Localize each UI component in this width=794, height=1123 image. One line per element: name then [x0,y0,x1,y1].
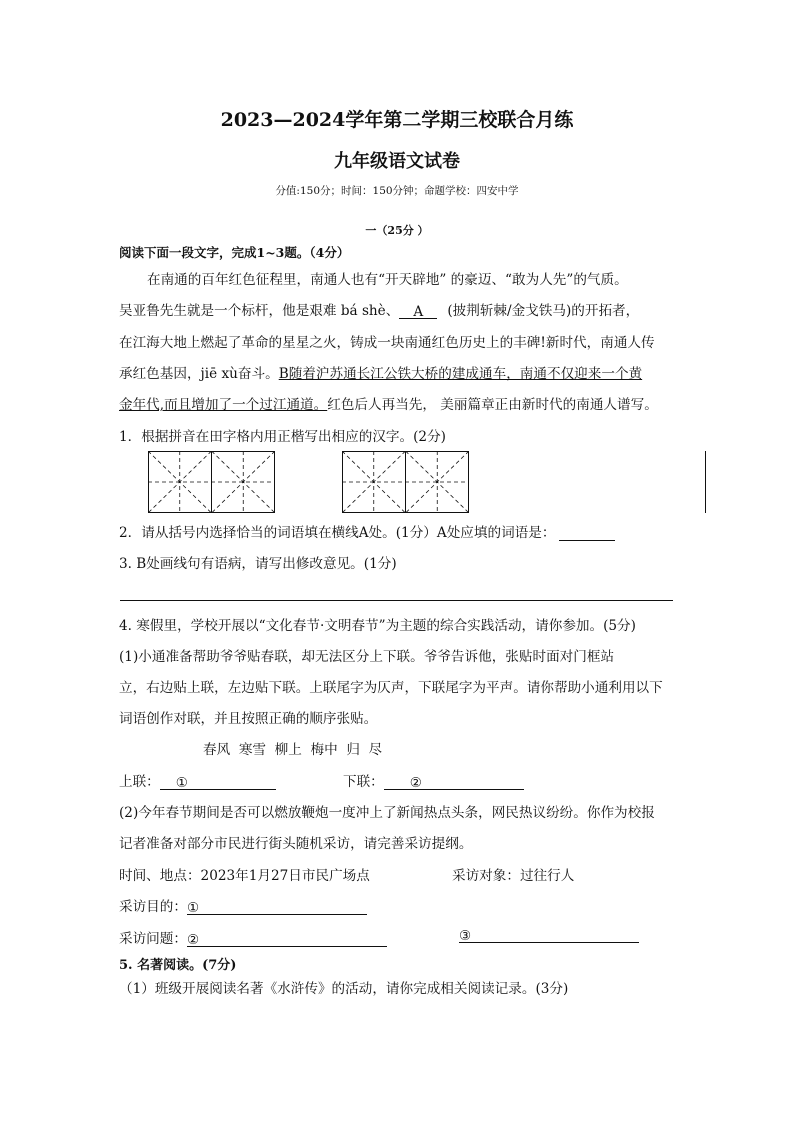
exam-title: 2023—2024学年第二学期三校联合月练 [220,109,574,131]
question-3: 3. B处画线句有语病，请写出修改意见。(1分) [119,556,397,572]
interview-question-mark-2: ② [186,932,200,948]
tianzige-grid-2[interactable] [342,451,469,513]
interview-time-place: 时间、地点：2023年1月27日市民广场点 [119,868,370,884]
blank-a [399,304,437,319]
upper-couplet [119,770,276,790]
lower-couplet-blank[interactable] [384,775,524,790]
section-heading: 一（25分 ） [365,224,429,237]
q4-part2-line-2: 记者准备对部分市民进行街头随机采访，请完善采访提纲。 [119,836,473,852]
q4-part1-line-2: 立，右边贴上联，左边贴下联。上联尾字为仄声，下联尾字为平声。请你帮助小通利用以下 [119,680,663,696]
exam-subtitle: 九年级语文试卷 [334,151,460,172]
upper-couplet-label: 上联： [119,774,160,790]
question-2 [119,521,615,541]
exam-meta: 分值:150分；时间：150分钟；命题学校：四安中学 [275,185,519,197]
passage-line-2-start: 吴亚鲁先生就是一个标杆，他是艰难 bá shè、 [119,303,400,319]
passage-line-2 [119,299,639,319]
question-4-intro: 4. 寒假里，学校开展以“文化春节·文明春节”为主题的综合实践活动，请你参加。(5分) [119,618,636,634]
interview-purpose-mark: ① [186,900,200,916]
underlined-sentence-b: B随着沪苏通长江公铁大桥的建成通车，南通不仅迎来一个黄 [278,366,643,382]
question-1: 1．根据拼音在田字格内用正楷写出相应的汉字。(2分) [119,429,446,445]
interview-purpose-blank[interactable] [187,900,367,915]
upper-couplet-blank[interactable] [160,775,276,790]
interview-subject: 采访对象：过往行人 [452,868,575,884]
lower-couplet-label: 下联： [343,774,384,790]
interview-purpose-label: 采访目的： [119,899,187,915]
passage-line-3: 在江海大地上燃起了革命的星星之火，铸成一块南通红色历史上的丰碑!新时代，南通人传 [119,335,655,351]
q4-part2-line-1: (2)今年春节期间是否可以燃放鞭炮一度冲上了新闻热点头条，网民热议纷纷。你作为校报 [119,805,655,821]
tianzige-grid-1[interactable] [148,451,275,513]
q4-part1-line-3: 词语创作对联，并且按照正确的顺序张贴。 [119,711,378,727]
interview-questions-label: 采访问题： [119,931,187,947]
question-5-heading: 5. 名著阅读。(7分) [119,958,237,973]
lower-couplet-mark: ② [409,775,422,791]
interview-question-3 [459,927,639,943]
interview-question-blank-2[interactable] [187,932,387,947]
q5-part1: （1）班级开展阅读名著《水浒传》的活动，请你完成相关阅读记录。(3分) [119,981,569,997]
passage-line-4-start: 承红色基因，jiē xù奋斗。 [119,366,279,382]
passage-line-5-end: 红色后人再当先， 美丽篇章正由新时代的南通人谱写。 [327,397,658,413]
answer-blank-a[interactable] [559,526,615,541]
answer-line-q3[interactable] [120,600,673,601]
q4-part1-line-1: (1)小通准备帮助爷爷贴春联，却无法区分上下联。爷爷告诉他，张贴时面对门框站 [119,649,615,665]
interview-purpose [119,895,367,915]
reading-instruction: 阅读下面一段文字，完成1~3题。（4分） [119,245,350,260]
passage-line-2-end: (披荆斩棘/金戈铁马)的开拓者， [447,303,640,319]
blank-a-label: A [413,304,424,320]
underlined-sentence-b-end: 金年代,而且增加了一个过江通道。 [119,397,328,413]
question-2-text: 2．请从括号内选择恰当的词语填在横线A处。(1分）A处应填的词语是： [119,525,556,541]
passage-line-1: 在南通的百年红色征程里，南通人也有“开天辟地” 的豪迈、“敢为人先”的气质。 [147,272,628,288]
interview-question-blank-3[interactable] [459,928,639,943]
interview-questions [119,927,387,947]
margin-bar [705,451,706,513]
lower-couplet [343,770,524,790]
passage-line-4 [119,362,642,382]
upper-couplet-mark: ① [175,775,188,791]
passage-line-5 [119,393,658,413]
interview-question-mark-3: ③ [459,928,472,944]
couplet-words: 春风 寒雪 柳上 梅中 归 尽 [203,742,383,758]
